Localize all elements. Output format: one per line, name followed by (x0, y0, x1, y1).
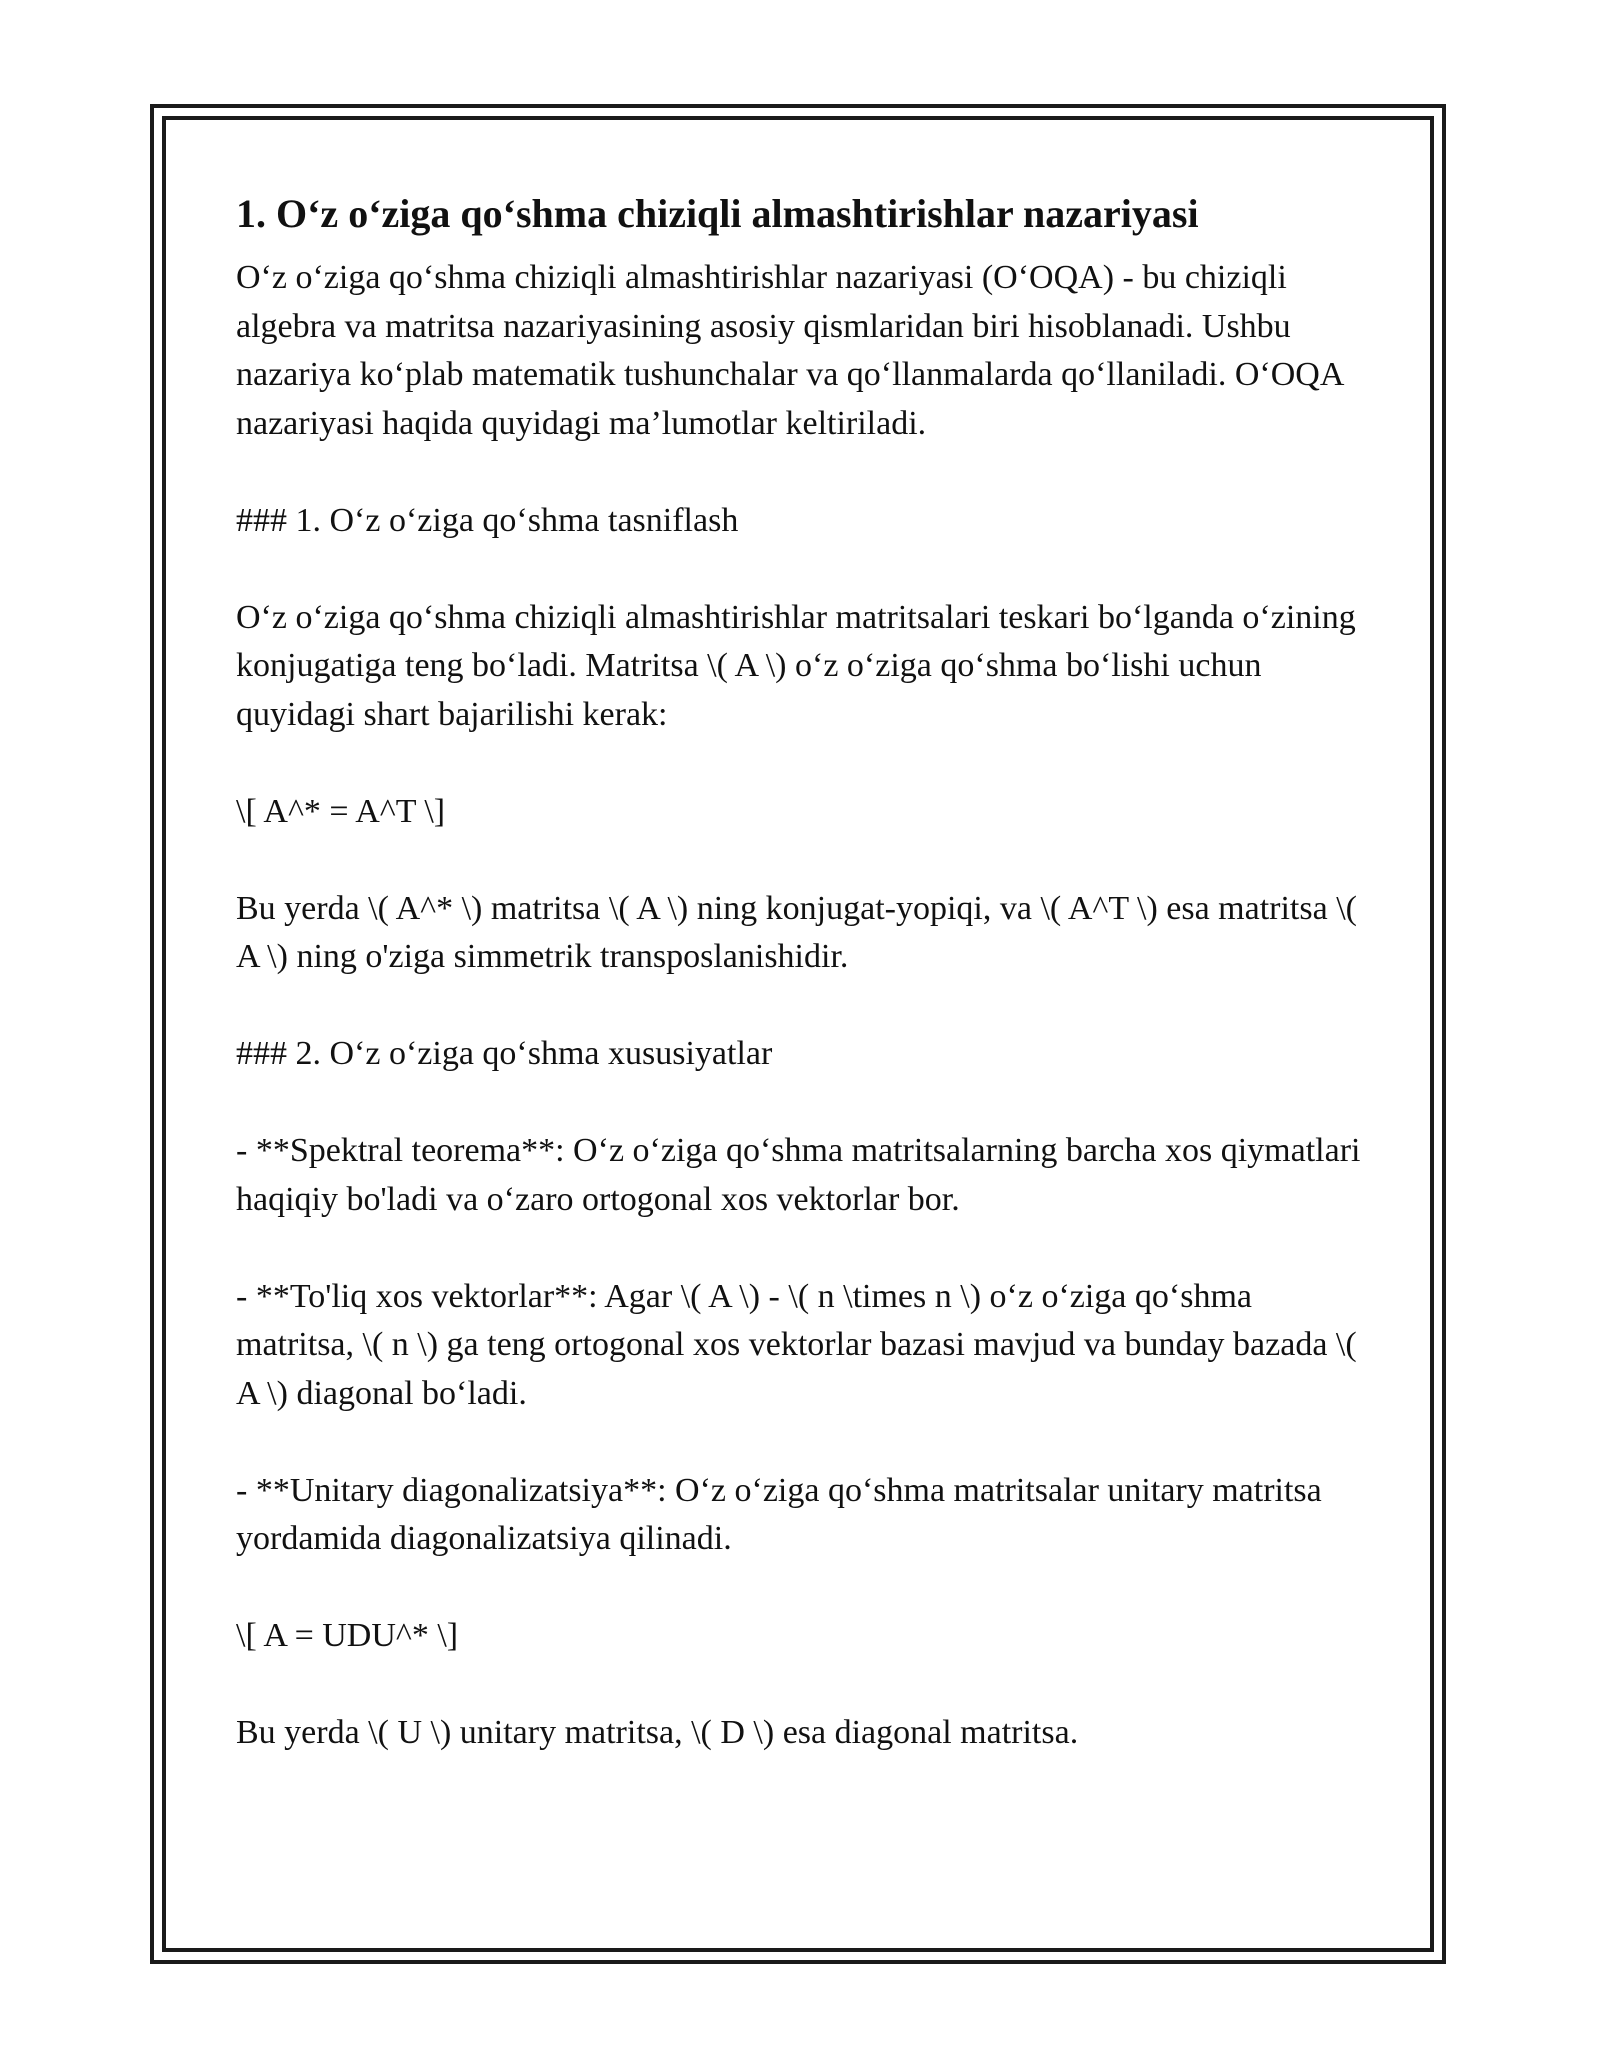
spacer (236, 1564, 1372, 1613)
spacer (236, 448, 1372, 497)
closing-paragraph: Bu yerda \( U \) unitary matritsa, \( D \) esa diagonal matritsa. (236, 1714, 1079, 1751)
intro-paragraph: O‘z o‘ziga qo‘shma chiziqli almashtirishlar nazariyasi (O‘OQA) - bu chiziqli algebra va matritsa nazariyasining asosiy qismlaridan biri hisoblanadi. Ushbu nazariya ko‘plab matematik tushunchalar va qo‘llanmalarda qo‘llaniladi. O‘OQA nazariyasi haqida quyidagi ma’lumotlar keltiriladi. (236, 259, 1343, 442)
document-title: 1. O‘z o‘ziga qo‘shma chiziqli almashtirishlar nazariyasi (236, 191, 1199, 236)
section-heading-1: ### 1. O‘z o‘ziga qo‘shma tasniflash (236, 501, 739, 539)
list-item-unitary: - **Unitary diagonalizatsiya**: O‘z o‘ziga qo‘shma matritsalar unitary matritsa yordamida diagonalizatsiya qilinadi. (236, 1471, 1322, 1557)
classification-paragraph: O‘z o‘ziga qo‘shma chiziqli almashtirishlar matritsalari teskari bo‘lganda o‘zining konjugatiga teng bo‘ladi. Matritsa \( A \) o‘z o‘ziga qo‘shma bo‘lishi uchun quyidagi shart bajarilishi kerak: (236, 598, 1356, 733)
spacer (236, 1079, 1372, 1128)
formula-diagonalization: \[ A = UDU^* \] (236, 1617, 459, 1654)
spacer (236, 836, 1372, 885)
spacer (236, 1661, 1372, 1710)
spacer (236, 1418, 1372, 1467)
spacer (236, 1224, 1372, 1273)
section-heading-2: ### 2. O‘z o‘ziga qo‘shma xususiyatlar (236, 1035, 773, 1072)
list-item-eigenvectors: - **To'liq xos vektorlar**: Agar \( A \) - \( n \times n \) o‘z o‘ziga qo‘shma matritsa, \( n \) ga teng ortogonal xos vektorlar bazasi mavjud va bunday bazada \( A \) diagonal bo‘ladi. (236, 1277, 1357, 1412)
spacer (236, 982, 1372, 1031)
formula-adjoint: \[ A^* = A^T \] (236, 792, 446, 830)
formula-explanation: Bu yerda \( A^* \) matritsa \( A \) ning konjugat-yopiqi, va \( A^T \) esa matritsa \( A \) ning o'ziga simmetrik transposlanishidir. (236, 889, 1357, 975)
spacer (236, 739, 1372, 788)
document-body (236, 180, 1372, 1758)
list-item-spectral: - **Spektral teorema**: O‘z o‘ziga qo‘shma matritsalarning barcha xos qiymatlari haqiqiy bo'ladi va o‘zaro ortogonal xos vektorlar bor. (236, 1132, 1361, 1218)
spacer (236, 545, 1372, 594)
